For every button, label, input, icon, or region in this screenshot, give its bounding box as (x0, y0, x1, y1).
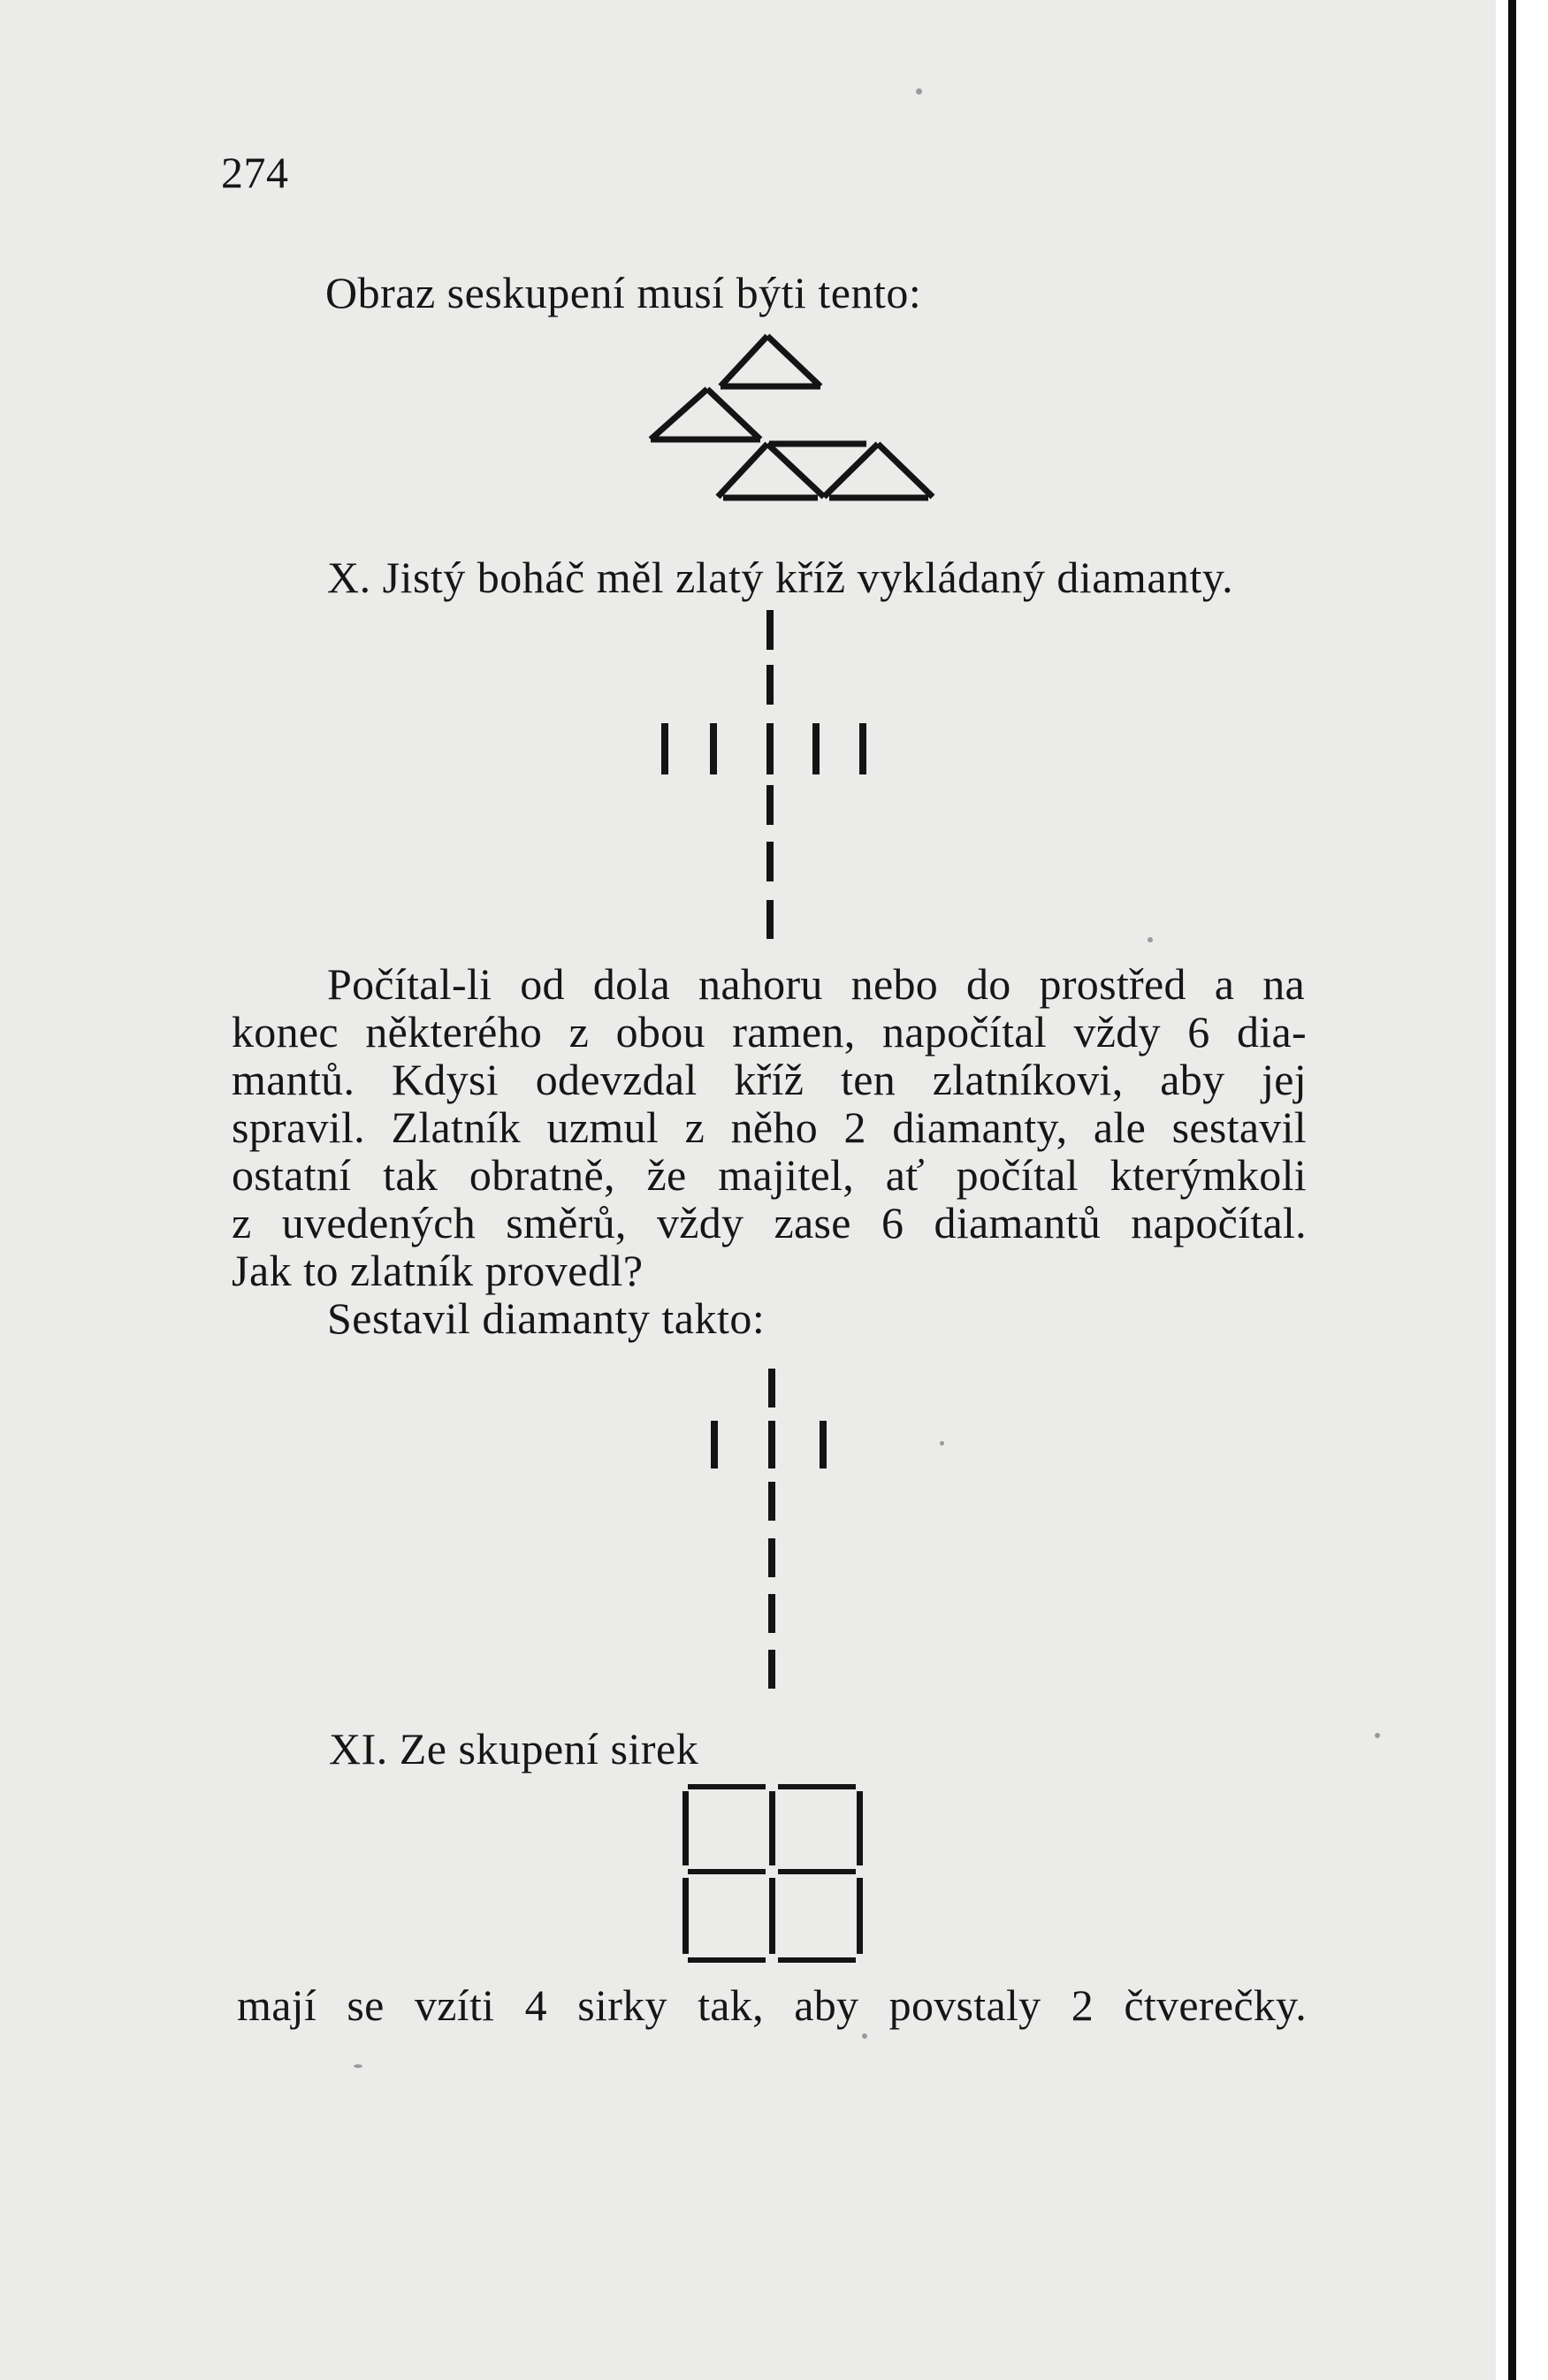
match-stick (857, 1878, 863, 1954)
match-stick (778, 1784, 856, 1789)
problem-x-line: mantů. Kdysi odevzdal kříž ten zlatníkovi, aby jej (232, 1055, 1307, 1104)
match-stick (769, 1791, 775, 1865)
problem-x-heading: X. Jistý boháč měl zlatý kříž vykládaný diamanty. (327, 553, 1234, 602)
match-stick (857, 1791, 863, 1865)
problem-x-line: spravil. Zlatník uzmul z něho 2 diamanty, ale sestavil (232, 1102, 1307, 1152)
paper-speck (862, 2033, 867, 2039)
match-stick (688, 1957, 766, 1963)
match-stick (688, 1784, 766, 1789)
binding-edge-line (1508, 0, 1516, 2380)
problem-xi-heading: XI. Ze skupení sirek (329, 1724, 699, 1774)
solution-intro: Sestavil diamanty takto: (327, 1293, 766, 1343)
match-stick (769, 1878, 775, 1954)
match-stick (688, 1869, 766, 1874)
problem-x-line: konec některého z obou ramen, napočítal vždy 6 dia- (232, 1007, 1307, 1057)
problem-x-line: ostatní tak obratně, že majitel, ať počítal kterýmkoli (232, 1150, 1307, 1200)
problem-xi-closing: mají se vzíti 4 sirky tak, aby povstaly 2 čtverečky. (237, 1980, 1307, 2030)
match-stick (778, 1957, 856, 1963)
paper-speck (354, 2064, 362, 2068)
page-number: 274 (221, 148, 289, 197)
match-stick (682, 1878, 689, 1954)
problem-x-line: z uvedených směrů, vždy zase 6 diamantů napočítal. (232, 1198, 1307, 1247)
problem-x-line: Jak to zlatník provedl? (232, 1246, 644, 1295)
scan-edge (1496, 0, 1548, 2380)
match-stick (778, 1869, 856, 1874)
match-stick (682, 1791, 689, 1865)
intro-line: Obraz seskupení musí býti tento: (325, 268, 922, 317)
problem-x-line: Počítal-li od dola nahoru nebo do prostřed a na (327, 959, 1305, 1009)
